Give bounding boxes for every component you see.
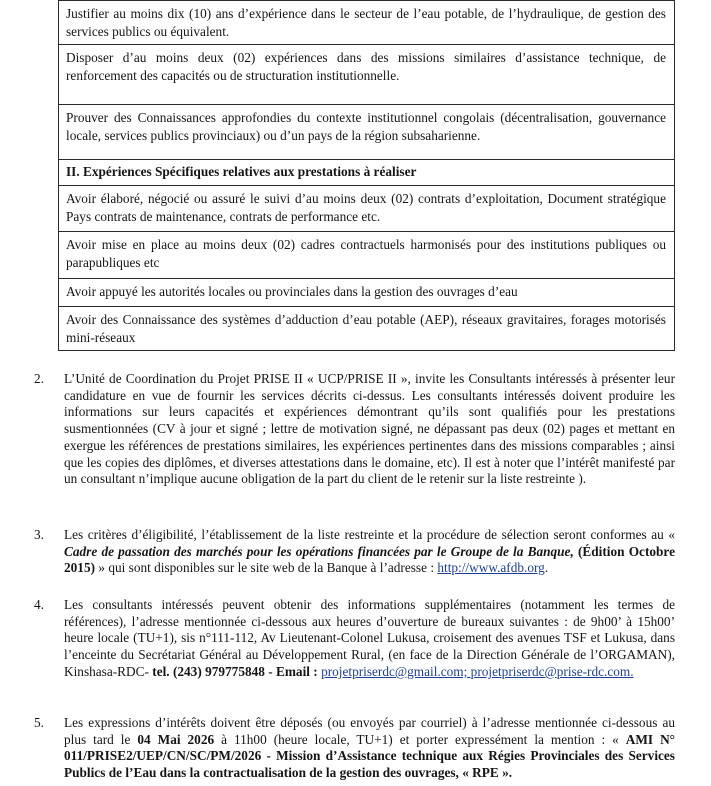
paragraph-number: 5. — [34, 715, 44, 730]
table-row — [59, 307, 675, 351]
paragraph-number: 2. — [34, 371, 44, 386]
text-segment: Les expressions d’intérêts doivent être déposés (ou envoyés par courriel) à l’adresse mentionnée ci-dessous au plus tard le — [64, 715, 675, 747]
text-segment: Les consultants intéressés peuvent obtenir des informations supplémentaires (notamment les termes de références), l’adresse mentionnée ci-dessous aux heures d’ouverture de bureaux suivantes : de 9h00’ à 15h00’ heure locale (TU+1), sis n°111-112, Av Lieutenant-Colonel Lukusa, croisement des avenues TSF et Lukusa, dans l’enceinte du Secrétariat Général au Développement Rural, (en face de la Direction Générale de l’ORGAMAN), Kinshasa-RDC- — [64, 597, 675, 679]
text-segment: à 11h00 (heure locale, TU+1) et porter expressément la mention : « — [214, 731, 626, 747]
paragraph-text — [64, 715, 675, 782]
criterion-cell: Prouver des Connaissances approfondies du contexte institutionnel congolais (décentralisation, gouvernance locale, services publics provinciaux) ou d’un pays de la région subsaharienne. — [59, 105, 675, 160]
contact-emails[interactable]: projetpriserdc@gmail.com; projetpriserdc@prise-rdc.com. — [321, 663, 634, 679]
paragraph-5 — [34, 715, 675, 782]
criterion-cell: Avoir élaboré, négocié ou assuré le suivi d’au moins deux (02) contrats d’exploitation, Document stratégique Pays contrats de maintenance, contrats de performance etc. — [59, 186, 675, 232]
criterion-cell: Disposer d’au moins deux (02) expériences dans des missions similaires d’assistance technique, de renforcement des capacités ou de structuration institutionnelle. — [59, 45, 675, 105]
table-row — [59, 1, 675, 45]
paragraph-text: L’Unité de Coordination du Projet PRISE II « UCP/PRISE II », invite les Consultants intéressés à présenter leur candidature en vue de fournir les services décrits ci-dessus. Les consultants intéressés doivent produire les informations sur leurs capacités et expériences démontrant qu’ils sont qualifiés pour les prestations susmentionnées (CV à jour et signé ; lettre de motivation signé, ne dépassant pas deux (02) pages et mettant en exergue les références de prestations similaires, les expériences pertinentes dans des missions comparables ; ainsi que les copies des diplômes, et diverses attestations dans le domaine, etc). Il est à noter que l’intérêt manifesté par un consultant n’implique aucune obligation de la part du client de le retenir sur la liste restreinte ). — [64, 371, 675, 487]
paragraph-number: 3. — [34, 527, 44, 542]
criterion-cell: Avoir appuyé les autorités locales ou provinciales dans la gestion des ouvrages d’eau — [59, 279, 675, 307]
criterion-cell: Avoir mise en place au moins deux (02) cadres contractuels harmonisés pour des institutions publiques ou parapubliques etc — [59, 232, 675, 279]
contact-phone: tel. (243) 979775848 - Email : — [152, 663, 318, 679]
criterion-cell: Avoir des Connaissance des systèmes d’adduction d’eau potable (AEP), réseaux gravitaires, forages motorisés mini-réseaux — [59, 307, 675, 351]
table-row — [59, 186, 675, 232]
afdb-link[interactable]: http://www.afdb.org — [437, 560, 545, 576]
criteria-table — [58, 0, 675, 351]
paragraph-4 — [34, 597, 675, 681]
edition-text: (Édition Octobre 2015) — [64, 543, 675, 576]
table-section-header-row — [59, 160, 675, 186]
text-segment: Les critères d’éligibilité, l’établissement de la liste restreinte et la procédure de sélection seront conformes au « — [64, 527, 675, 542]
framework-title: Cadre de passation des marchés pour les opérations financées par le Groupe de la Banque, — [64, 543, 574, 559]
paragraph-3 — [34, 527, 675, 577]
text-segment: . — [544, 560, 549, 576]
deadline-date: 04 Mai 2026 — [137, 731, 215, 747]
paragraph-2 — [34, 371, 675, 488]
text-segment: » qui sont disponibles sur le site web de la Banque à l’adresse : — [95, 560, 438, 576]
ami-mention: AMI N° 011/PRISE2/UEP/CN/SC/PM/2026 - Mission d’Assistance technique aux Régies Provinciales des Services Publics de l’Eau dans la contractualisation de la gestion des ouvrages, « RPE ». — [64, 731, 676, 781]
table-row — [59, 279, 675, 307]
criterion-cell: Justifier au moins dix (10) ans d’expérience dans le secteur de l’eau potable, de l’hydraulique, de gestion des services publics ou équivalent. — [59, 1, 675, 45]
paragraph-number: 4. — [34, 597, 44, 612]
section-header-cell: II. Expériences Spécifiques relatives aux prestations à réaliser — [59, 160, 675, 186]
paragraph-text — [64, 527, 675, 577]
paragraph-text — [64, 597, 675, 681]
table-row — [59, 45, 675, 105]
table-row — [59, 105, 675, 160]
table-row — [59, 232, 675, 279]
